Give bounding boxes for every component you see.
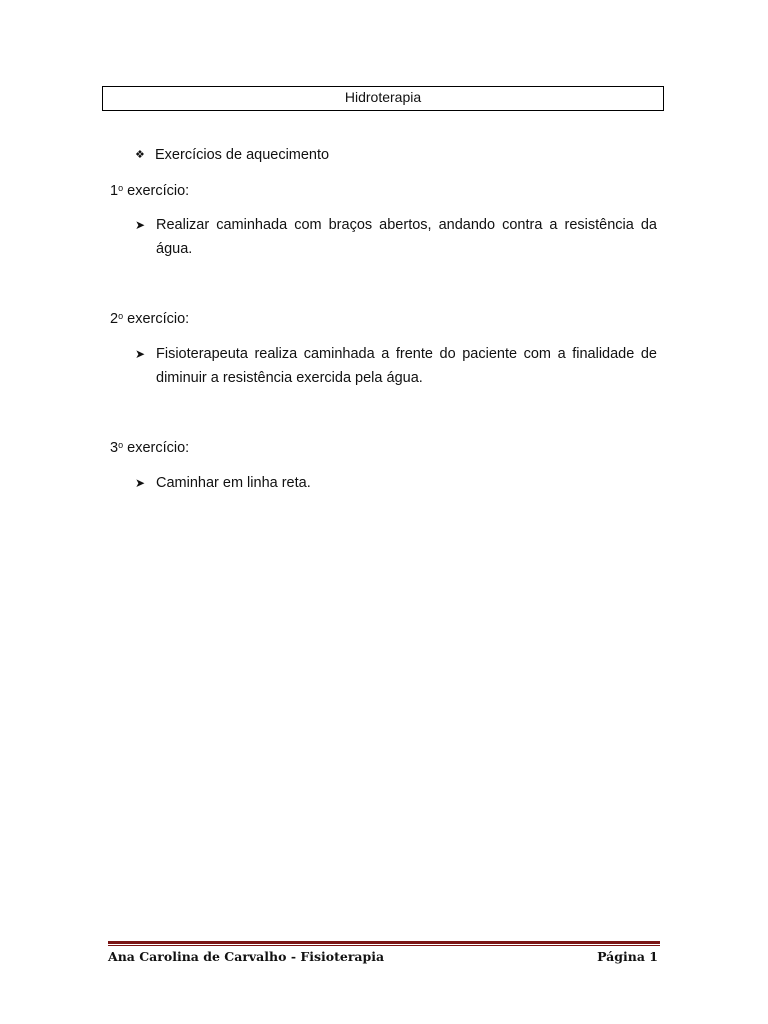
section-heading: [135, 145, 329, 165]
exercise-number: 2: [110, 311, 119, 327]
exercise-3-item: [135, 471, 657, 495]
footer-rule-thick: [108, 941, 660, 944]
exercise-label-text: exercício:: [127, 440, 190, 456]
exercise-2-text: Fisioterapeuta realiza caminhada a frente do paciente com a finalidade de diminuir a resistência exercida pela água.: [156, 346, 657, 386]
arrowhead-bullet-icon: ➤: [135, 476, 146, 490]
exercise-2-item: [135, 342, 657, 390]
header-title: Hidroterapia: [344, 89, 422, 105]
exercise-3-text: Caminhar em linha reta.: [156, 475, 311, 491]
ordinal-mark: o: [118, 440, 124, 450]
exercise-number: 3: [110, 440, 119, 456]
exercise-label-text: exercício:: [127, 183, 190, 199]
ordinal-mark: o: [118, 311, 124, 321]
exercise-1-text: Realizar caminhada com braços abertos, andando contra a resistência da água.: [156, 217, 657, 257]
header-title-box: [102, 86, 664, 111]
exercise-number: 1: [110, 183, 119, 199]
footer-author: Ana Carolina de Carvalho - Fisioterapia: [108, 949, 385, 964]
ordinal-mark: o: [118, 183, 124, 193]
exercise-2-label: [110, 309, 189, 329]
exercise-3-label: [110, 438, 189, 458]
exercise-1-item: [135, 213, 657, 261]
section-heading-text: Exercícios de aquecimento: [155, 147, 330, 163]
exercise-1-label: [110, 181, 189, 201]
diamond-bullet-icon: ❖: [135, 149, 145, 161]
footer-rule-thin: [108, 945, 660, 946]
arrowhead-bullet-icon: ➤: [135, 218, 146, 232]
exercise-label-text: exercício:: [127, 311, 190, 327]
arrowhead-bullet-icon: ➤: [135, 347, 146, 361]
footer-page-number: Página 1: [597, 949, 658, 964]
